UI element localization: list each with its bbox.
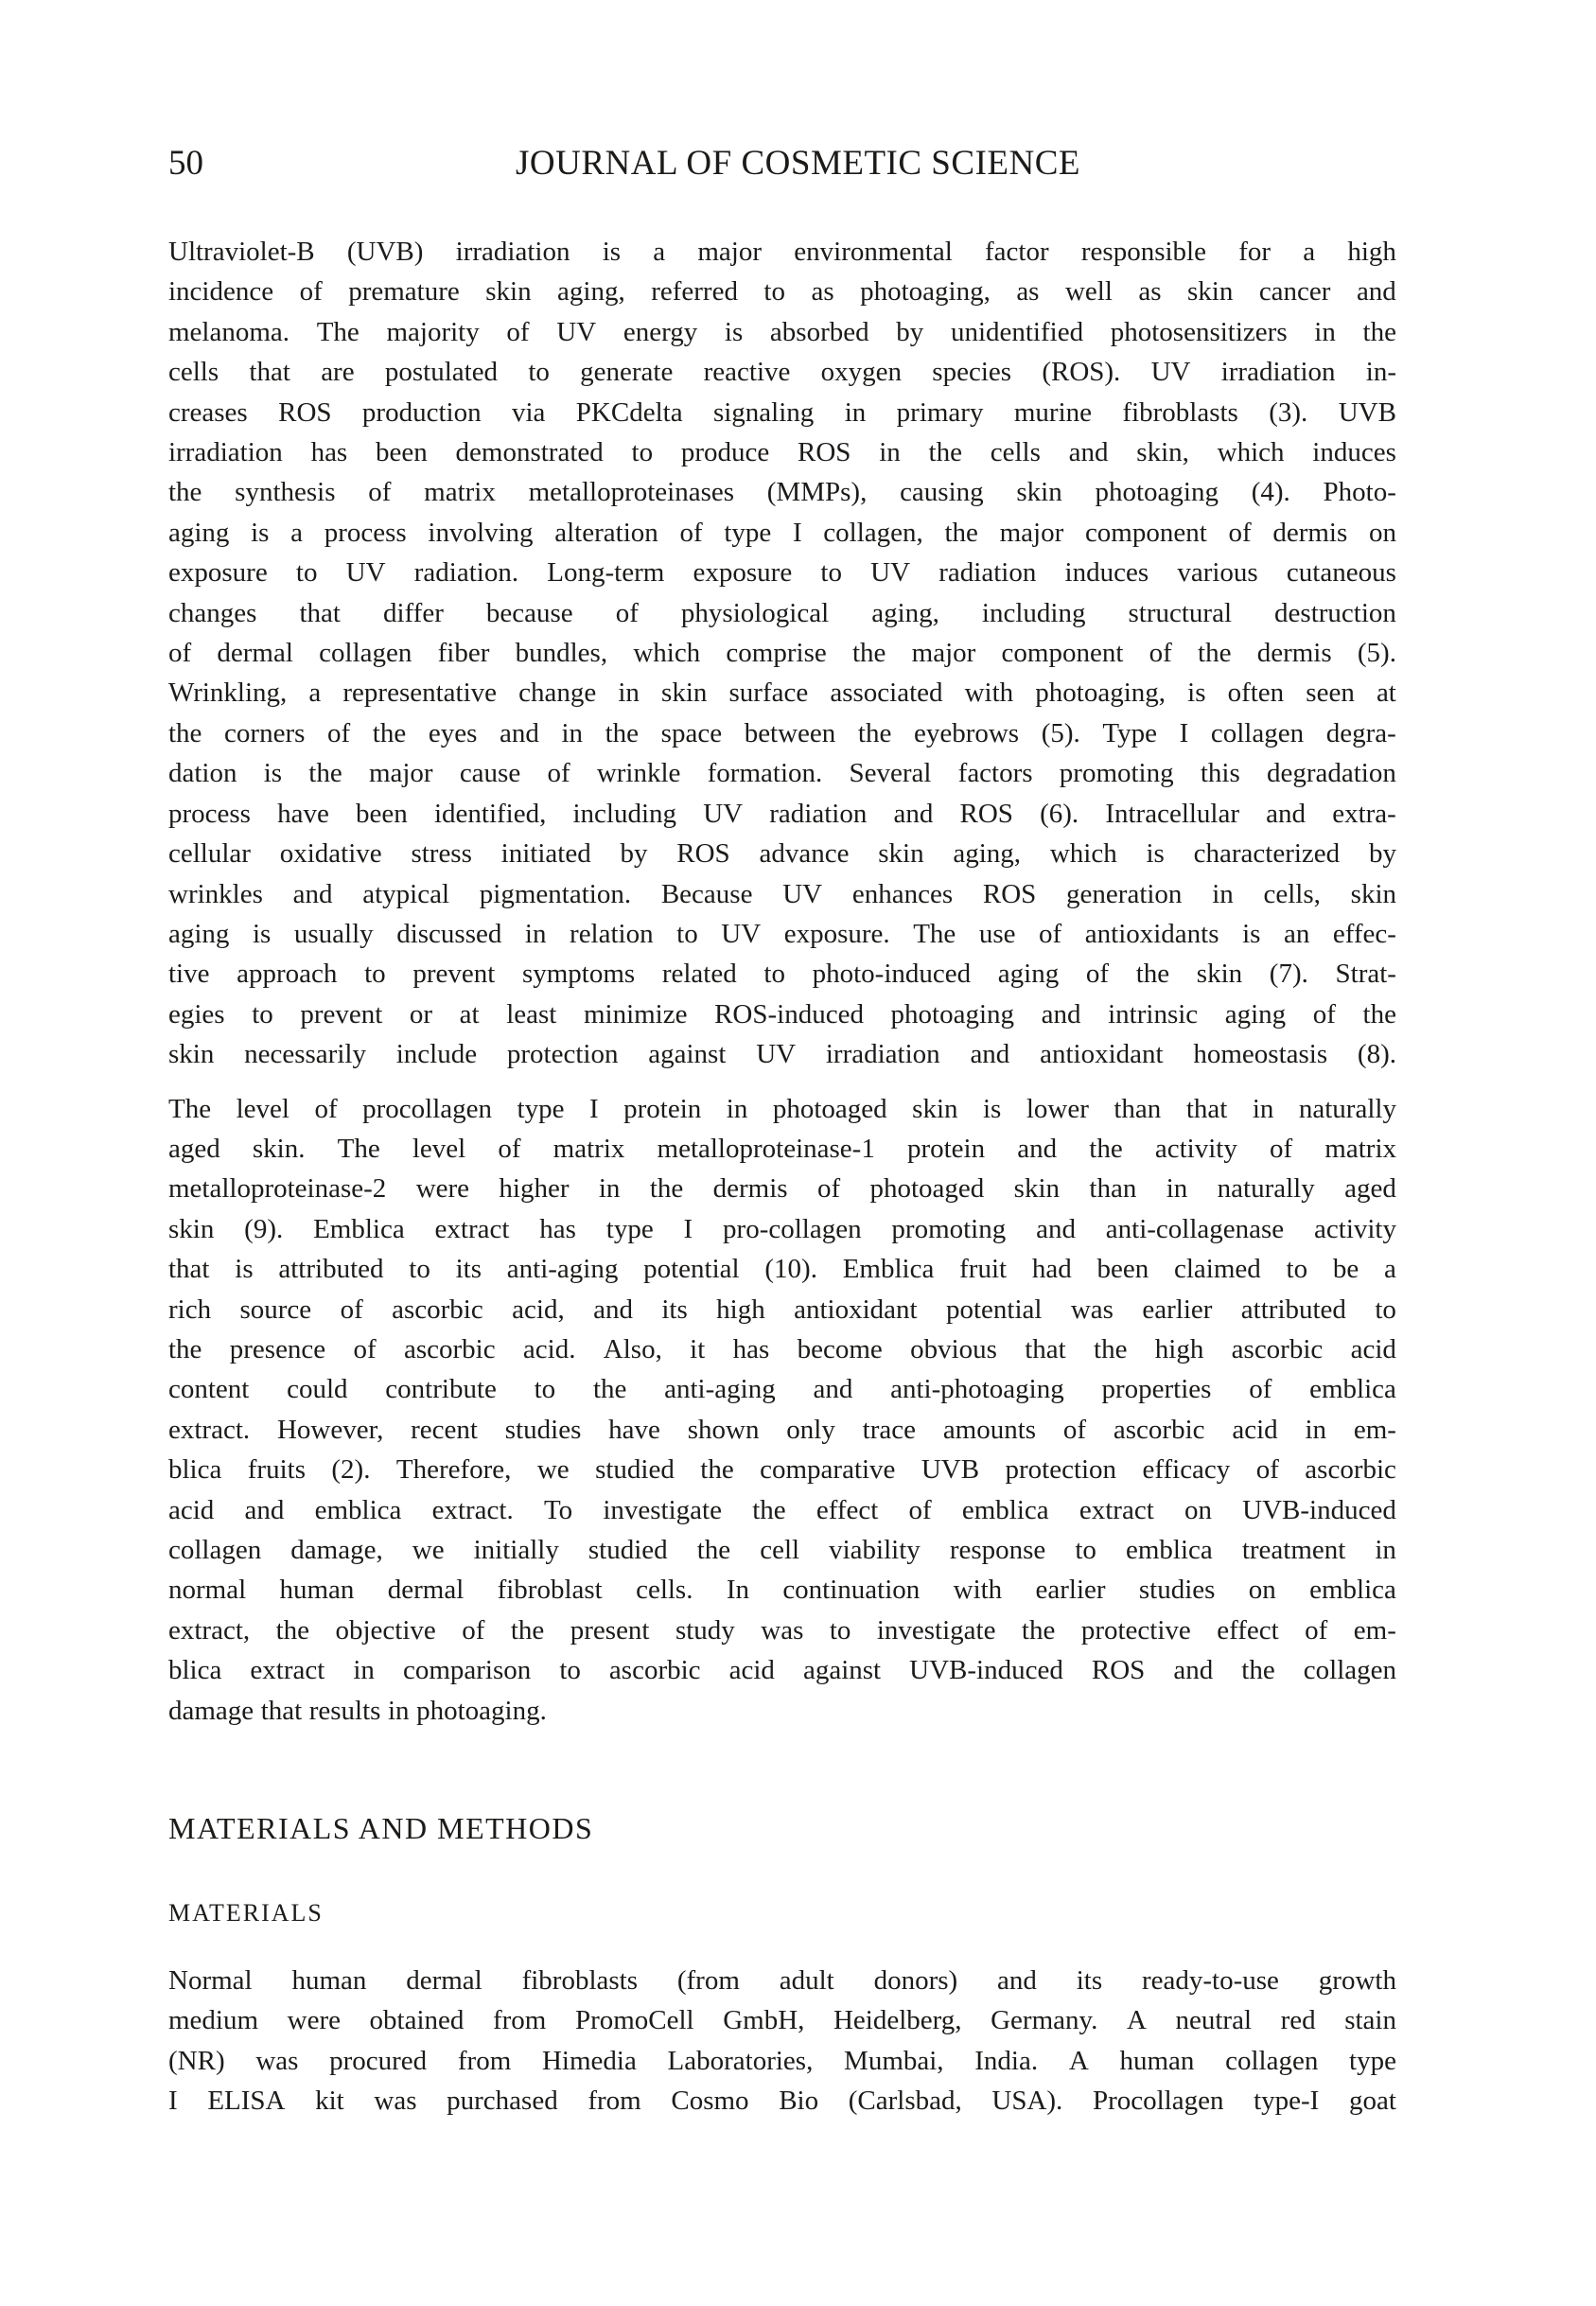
page-number: 50	[168, 144, 203, 183]
text-line: changes that differ because of physiological aging, including structural destruction	[168, 597, 1396, 628]
intro-paragraph-1	[168, 232, 1396, 1075]
text-line: aging is usually discussed in relation to UV exposure. The use of antioxidants is an effec-	[168, 918, 1396, 949]
subsection-heading-materials: MATERIALS	[168, 1899, 324, 1928]
text-line: cells that are postulated to generate reactive oxygen species (ROS). UV irradiation in-	[168, 357, 1396, 388]
text-line: incidence of premature skin aging, referred to as photoaging, as well as skin cancer and	[168, 276, 1396, 308]
text-line: blica extract in comparison to ascorbic acid against UVB-induced ROS and the collagen	[168, 1655, 1396, 1686]
article-body	[168, 232, 1396, 2121]
text-line: tive approach to prevent symptoms related to photo-induced aging of the skin (7). Strat-	[168, 959, 1396, 990]
text-line: rich source of ascorbic acid, and its high antioxidant potential was earlier attributed to	[168, 1294, 1396, 1325]
text-line: content could contribute to the anti-aging and anti-photoaging properties of emblica	[168, 1374, 1396, 1405]
text-line: wrinkles and atypical pigmentation. Because UV enhances ROS generation in cells, skin	[168, 878, 1396, 909]
text-line: extract. However, recent studies have shown only trace amounts of ascorbic acid in em-	[168, 1414, 1396, 1445]
text-line: that is attributed to its anti-aging potential (10). Emblica fruit had been claimed to be a	[168, 1254, 1396, 1285]
text-line: The level of procollagen type I protein in photoaged skin is lower than that in naturally	[168, 1093, 1396, 1124]
section-heading-materials-and-methods: MATERIALS AND METHODS	[168, 1811, 594, 1846]
text-line: egies to prevent or at least minimize ROS-induced photoaging and intrinsic aging of the	[168, 998, 1396, 1030]
text-line: Normal human dermal fibroblasts (from adult donors) and its ready-to-use growth	[168, 1965, 1396, 1997]
text-line: irradiation has been demonstrated to produce ROS in the cells and skin, which induces	[168, 437, 1396, 468]
text-line: blica fruits (2). Therefore, we studied the comparative UVB protection efficacy of ascorbic	[168, 1454, 1396, 1486]
text-line: dation is the major cause of wrinkle formation. Several factors promoting this degradation	[168, 758, 1396, 789]
text-line: Wrinkling, a representative change in skin surface associated with photoaging, is often seen at	[168, 678, 1396, 709]
text-line: creases ROS production via PKCdelta signaling in primary murine fibroblasts (3). UVB	[168, 396, 1396, 428]
text-line: extract, the objective of the present study was to investigate the protective effect of em-	[168, 1614, 1396, 1646]
text-line: cellular oxidative stress initiated by ROS advance skin aging, which is characterized by	[168, 838, 1396, 870]
materials-paragraph	[168, 1961, 1396, 2121]
running-head	[0, 142, 1596, 185]
journal-title: JOURNAL OF COSMETIC SCIENCE	[516, 144, 1080, 183]
text-line: (NR) was procured from Himedia Laboratories, Mumbai, India. A human collagen type	[168, 2045, 1396, 2076]
text-line: the presence of ascorbic acid. Also, it has become obvious that the high ascorbic acid	[168, 1333, 1396, 1364]
text-line: of dermal collagen fiber bundles, which comprise the major component of the dermis (5).	[168, 638, 1396, 669]
text-line: metalloproteinase-2 were higher in the dermis of photoaged skin than in naturally aged	[168, 1173, 1396, 1205]
text-line: Ultraviolet-B (UVB) irradiation is a major environmental factor responsible for a high	[168, 237, 1396, 267]
text-line: aged skin. The level of matrix metalloproteinase-1 protein and the activity of matrix	[168, 1133, 1396, 1164]
text-line: process have been identified, including UV radiation and ROS (6). Intracellular and extra-	[168, 798, 1396, 829]
text-line: aging is a process involving alteration of type I collagen, the major component of dermis on	[168, 517, 1396, 548]
text-line: damage that results in photoaging.	[168, 1695, 547, 1726]
text-line: skin necessarily include protection against UV irradiation and antioxidant homeostasis (8).	[168, 1039, 1396, 1070]
text-line: I ELISA kit was purchased from Cosmo Bio (Carlsbad, USA). Procollagen type-I goat	[168, 2086, 1396, 2117]
text-line: collagen damage, we initially studied the cell viability response to emblica treatment in	[168, 1535, 1396, 1565]
text-line: the corners of the eyes and in the space between the eyebrows (5). Type I collagen degra-	[168, 717, 1396, 748]
text-line: melanoma. The majority of UV energy is absorbed by unidentified photosensitizers in the	[168, 316, 1396, 347]
text-line: the synthesis of matrix metalloproteinases (MMPs), causing skin photoaging (4). Photo-	[168, 477, 1396, 508]
text-line: normal human dermal fibroblast cells. In continuation with earlier studies on emblica	[168, 1575, 1396, 1606]
text-line: exposure to UV radiation. Long-term exposure to UV radiation induces various cutaneous	[168, 557, 1396, 589]
text-line: acid and emblica extract. To investigate the effect of emblica extract on UVB-induced	[168, 1494, 1396, 1525]
intro-paragraph-2	[168, 1089, 1396, 1732]
text-line: skin (9). Emblica extract has type I pro-collagen promoting and anti-collagenase activity	[168, 1213, 1396, 1244]
text-line: medium were obtained from PromoCell GmbH, Heidelberg, Germany. A neutral red stain	[168, 2005, 1396, 2036]
